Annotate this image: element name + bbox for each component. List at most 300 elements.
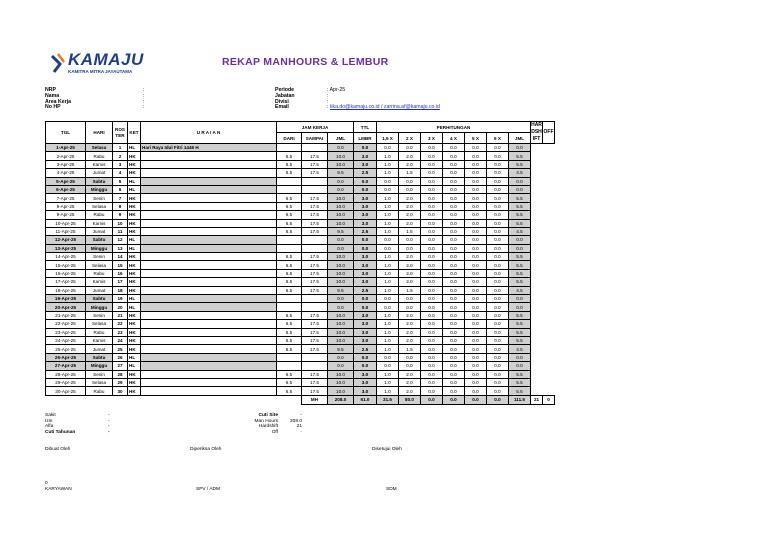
cell-mult: 0.0 — [465, 261, 487, 269]
page-title: REKAP MANHOURS & LEMBUR — [222, 56, 389, 68]
cell-lmbr: 0.0 — [354, 295, 377, 303]
cell-roster: 26 — [113, 353, 128, 361]
cell-roster: 29 — [113, 378, 128, 386]
col-hari: HARI — [86, 122, 113, 144]
cell-sampai — [302, 177, 328, 185]
cell-jml: 0.0 — [328, 244, 354, 252]
cell-uraian — [141, 303, 277, 311]
cell-sampai: 17.5 — [302, 328, 328, 336]
cell-mult: 0.0 — [465, 152, 487, 160]
cell-mult: 2.0 — [399, 320, 421, 328]
cell-sampai — [302, 144, 328, 152]
table-row — [46, 278, 555, 286]
cell-mult: 0.0 — [487, 370, 509, 378]
cell-mult: 0.0 — [421, 177, 443, 185]
hours-summary — [226, 413, 302, 435]
info-nama: Nama : — [45, 92, 145, 99]
cell-uraian — [141, 278, 277, 286]
cell-ket: HK — [128, 261, 141, 269]
cell-tgl: 21-Apr-25 — [46, 311, 86, 319]
cell-mult: 0.0 — [487, 378, 509, 386]
cell-dari: 6.5 — [277, 320, 302, 328]
cell-roster: 22 — [113, 320, 128, 328]
cell-mult: 0.0 — [443, 345, 465, 353]
cell-mult: 0.0 — [465, 227, 487, 235]
cell-mult: 5.5 — [509, 160, 531, 168]
cell-mult: 1.5 — [399, 286, 421, 294]
cell-hari: Rabu — [86, 328, 113, 336]
cell-mult: 0.0 — [465, 211, 487, 219]
cell-roster: 16 — [113, 269, 128, 277]
cell-dari — [277, 177, 302, 185]
cell-mult: 1.0 — [377, 269, 399, 277]
col-uraian: U R A I A N — [141, 122, 277, 144]
cell-mult: 1.0 — [377, 336, 399, 344]
cell-mult: 0.0 — [421, 152, 443, 160]
cell-tgl: 10-Apr-25 — [46, 219, 86, 227]
cell-mult: 2.0 — [399, 219, 421, 227]
cell-roster: 19 — [113, 295, 128, 303]
cell-hari: Senin — [86, 253, 113, 261]
cell-mult: 0.0 — [443, 227, 465, 235]
table-row — [46, 311, 555, 319]
table-row — [46, 211, 555, 219]
cell-dari: 6.5 — [277, 311, 302, 319]
summary-cuti-tahunan: Cuti Tahunan - — [45, 429, 110, 435]
off-column: OFF — [543, 122, 555, 144]
cell-mult: 0.0 — [487, 236, 509, 244]
cell-uraian — [141, 169, 277, 177]
cell-ket: HK — [128, 211, 141, 219]
cell-mult: 0.0 — [487, 160, 509, 168]
role-sdm: SDM — [386, 487, 397, 492]
cell-mult: 0.0 — [443, 378, 465, 386]
total-label: MH — [302, 395, 328, 404]
cell-hari: Minggu — [86, 185, 113, 193]
col-jml: JML — [328, 133, 354, 144]
cell-mult: 5.5 — [509, 387, 531, 395]
cell-jml: 10.0 — [328, 160, 354, 168]
cell-mult: 0.0 — [443, 211, 465, 219]
cell-uraian — [141, 185, 277, 193]
table-row — [46, 320, 555, 328]
cell-tgl: 5-Apr-25 — [46, 177, 86, 185]
cell-mult: 0.0 — [509, 295, 531, 303]
cell-tgl: 28-Apr-25 — [46, 370, 86, 378]
cell-jml: 10.0 — [328, 152, 354, 160]
col-tgl: TGL — [46, 122, 86, 144]
cell-mult: 0.0 — [487, 353, 509, 361]
cell-mult: 0.0 — [421, 219, 443, 227]
info-jabatan: Jabatan : — [275, 92, 329, 99]
cell-tgl: 2-Apr-25 — [46, 152, 86, 160]
cell-roster: 17 — [113, 278, 128, 286]
cell-sampai: 17.5 — [302, 152, 328, 160]
cell-hari: Jumat — [86, 286, 113, 294]
cell-sampai: 17.5 — [302, 269, 328, 277]
cell-mult: 0.0 — [487, 336, 509, 344]
cell-roster: 18 — [113, 286, 128, 294]
cell-roster: 28 — [113, 370, 128, 378]
cell-mult: 0.0 — [443, 269, 465, 277]
cell-tgl: 9-Apr-25 — [46, 211, 86, 219]
cell-ket: HK — [128, 227, 141, 235]
cell-hari: Minggu — [86, 303, 113, 311]
cell-mult: 0.0 — [443, 244, 465, 252]
cell-lmbr: 3.0 — [354, 202, 377, 210]
cell-roster: 7 — [113, 194, 128, 202]
summary-izin: Izin - — [45, 418, 110, 424]
cell-mult: 0.0 — [399, 295, 421, 303]
cell-lmbr: 0.0 — [354, 353, 377, 361]
cell-mult: 0.0 — [421, 336, 443, 344]
manhours-table — [45, 121, 555, 405]
cell-mult: 5.5 — [509, 336, 531, 344]
cell-hari: Senin — [86, 370, 113, 378]
cell-ket: HL — [128, 303, 141, 311]
cell-jml: 10.0 — [328, 211, 354, 219]
cell-mult: 0.0 — [487, 269, 509, 277]
cell-mult: 0.0 — [465, 278, 487, 286]
cell-sampai — [302, 353, 328, 361]
cell-mult: 1.0 — [377, 378, 399, 386]
cell-mult: 5.5 — [509, 152, 531, 160]
cell-roster: 24 — [113, 336, 128, 344]
cell-mult: 0.0 — [443, 311, 465, 319]
table-row — [46, 387, 555, 395]
cell-mult: 0.0 — [487, 211, 509, 219]
cell-dari — [277, 144, 302, 152]
cell-sampai: 17.5 — [302, 278, 328, 286]
cell-mult: 0.0 — [377, 236, 399, 244]
cell-tgl: 29-Apr-25 — [46, 378, 86, 386]
cell-tgl: 4-Apr-25 — [46, 169, 86, 177]
cell-hari: Kamis — [86, 219, 113, 227]
cell-hari: Jumat — [86, 169, 113, 177]
cell-roster: 2 — [113, 152, 128, 160]
cell-dari: 6.5 — [277, 378, 302, 386]
summary-off: Off - — [271, 429, 302, 435]
table-row — [46, 370, 555, 378]
absence-summary — [45, 413, 110, 435]
cell-mult: 2.0 — [399, 160, 421, 168]
cell-jml: 10.0 — [328, 253, 354, 261]
cell-uraian — [141, 227, 277, 235]
cell-mult: 0.0 — [487, 202, 509, 210]
total-mult: 0.0 — [487, 395, 509, 404]
cell-uraian — [141, 194, 277, 202]
cell-tgl: 16-Apr-25 — [46, 269, 86, 277]
cell-ket: HK — [128, 152, 141, 160]
cell-hari: Selasa — [86, 144, 113, 152]
cell-mult: 1.0 — [377, 328, 399, 336]
cell-mult: 0.0 — [421, 227, 443, 235]
cell-mult: 0.0 — [399, 144, 421, 152]
cell-mult: 0.0 — [465, 345, 487, 353]
cell-mult: 0.0 — [465, 320, 487, 328]
cell-uraian — [141, 370, 277, 378]
col-jam-kerja: JAM KERJA — [277, 122, 354, 133]
cell-sampai: 17.5 — [302, 320, 328, 328]
cell-dari: 6.5 — [277, 152, 302, 160]
col-mult-2: 2 X — [399, 133, 421, 144]
cell-dari — [277, 236, 302, 244]
cell-mult: 0.0 — [509, 303, 531, 311]
cell-mult: 0.0 — [421, 144, 443, 152]
cell-mult: 2.0 — [399, 261, 421, 269]
cell-mult: 0.0 — [377, 353, 399, 361]
cell-lmbr: 0.0 — [354, 185, 377, 193]
totals-spacer — [46, 395, 302, 404]
col-ket: KET — [128, 122, 141, 144]
cell-sampai: 17.5 — [302, 169, 328, 177]
cell-mult: 0.0 — [421, 202, 443, 210]
cell-tgl: 13-Apr-25 — [46, 244, 86, 252]
cell-ket: HK — [128, 320, 141, 328]
cell-ket: HL — [128, 244, 141, 252]
cell-uraian — [141, 219, 277, 227]
cell-mult: 0.0 — [443, 320, 465, 328]
cell-mult: 0.0 — [487, 152, 509, 160]
cell-mult: 5.5 — [509, 211, 531, 219]
cell-mult: 0.0 — [465, 295, 487, 303]
cell-roster: 11 — [113, 227, 128, 235]
table-row — [46, 152, 555, 160]
role-spv-adm: SPV / ADM — [196, 487, 220, 492]
cell-dari: 6.5 — [277, 202, 302, 210]
cell-dari: 6.5 — [277, 269, 302, 277]
cell-mult: 0.0 — [465, 177, 487, 185]
cell-lmbr: 2.5 — [354, 286, 377, 294]
cell-mult: 1.0 — [377, 219, 399, 227]
cell-sampai: 17.5 — [302, 261, 328, 269]
cell-dari: 6.5 — [277, 160, 302, 168]
cell-lmbr: 3.0 — [354, 261, 377, 269]
cell-jml: 10.0 — [328, 261, 354, 269]
cell-mult: 1.0 — [377, 152, 399, 160]
cell-roster: 27 — [113, 362, 128, 370]
cell-jml: 0.0 — [328, 362, 354, 370]
logo-text: KAMAJU — [68, 50, 144, 69]
cell-mult: 1.0 — [377, 387, 399, 395]
cell-mult: 5.5 — [509, 194, 531, 202]
cell-jml: 10.0 — [328, 328, 354, 336]
cell-hari: Kamis — [86, 160, 113, 168]
cell-sampai: 17.5 — [302, 387, 328, 395]
cell-mult: 0.0 — [421, 185, 443, 193]
cell-mult: 1.0 — [377, 370, 399, 378]
cell-mult: 0.0 — [443, 278, 465, 286]
table-row — [46, 144, 555, 152]
cell-mult: 0.0 — [443, 303, 465, 311]
table-row — [46, 295, 555, 303]
cell-hari: Senin — [86, 194, 113, 202]
table-row — [46, 261, 555, 269]
prepared-by-label: Dibuat Oleh — [45, 447, 71, 452]
table-row — [46, 160, 555, 168]
cell-mult: 0.0 — [487, 169, 509, 177]
cell-ket: HK — [128, 345, 141, 353]
cell-uraian — [141, 387, 277, 395]
total-off: 0 — [543, 395, 555, 404]
cell-mult: 0.0 — [377, 177, 399, 185]
summary-man-hours: Man Hours 208.0 — [254, 418, 302, 424]
table-row — [46, 177, 555, 185]
cell-mult: 0.0 — [399, 177, 421, 185]
cell-tgl: 20-Apr-25 — [46, 303, 86, 311]
cell-mult: 5.5 — [509, 261, 531, 269]
cell-ket: HK — [128, 370, 141, 378]
cell-ket: HL — [128, 295, 141, 303]
cell-roster: 20 — [113, 303, 128, 311]
cell-mult: 0.0 — [465, 311, 487, 319]
cell-ket: HK — [128, 169, 141, 177]
cell-lmbr: 2.5 — [354, 345, 377, 353]
cell-sampai: 17.5 — [302, 227, 328, 235]
cell-lmbr: 0.0 — [354, 303, 377, 311]
email-link[interactable]: tika.do@kamaju.co.id / zarrina.af@kamaju.co.id — [329, 104, 440, 111]
cell-sampai: 17.5 — [302, 194, 328, 202]
cell-mult: 2.0 — [399, 336, 421, 344]
cell-sampai: 17.5 — [302, 286, 328, 294]
cell-dari — [277, 303, 302, 311]
table-row — [46, 244, 555, 252]
cell-mult: 4.5 — [509, 345, 531, 353]
cell-mult: 0.0 — [509, 236, 531, 244]
cell-mult: 2.0 — [399, 387, 421, 395]
cell-mult: 0.0 — [487, 328, 509, 336]
cell-mult: 0.0 — [487, 177, 509, 185]
cell-ket: HK — [128, 387, 141, 395]
cell-mult: 0.0 — [465, 286, 487, 294]
cell-uraian — [141, 152, 277, 160]
cell-dari: 6.5 — [277, 328, 302, 336]
total-jml: 208.0 — [328, 395, 354, 404]
table-row — [46, 269, 555, 277]
cell-mult: 0.0 — [443, 336, 465, 344]
cell-hari: Minggu — [86, 362, 113, 370]
cell-ket: HK — [128, 328, 141, 336]
cell-jml: 10.0 — [328, 219, 354, 227]
cell-mult: 0.0 — [443, 286, 465, 294]
cell-mult: 0.0 — [399, 236, 421, 244]
cell-mult: 0.0 — [487, 185, 509, 193]
cell-jml: 9.5 — [328, 227, 354, 235]
col-mult-jml: JML — [509, 133, 531, 144]
cell-hari: Sabtu — [86, 177, 113, 185]
cell-roster: 12 — [113, 236, 128, 244]
cell-roster: 5 — [113, 177, 128, 185]
cell-mult: 0.0 — [421, 378, 443, 386]
cell-mult: 0.0 — [421, 362, 443, 370]
cell-tgl: 22-Apr-25 — [46, 320, 86, 328]
cell-mult: 0.0 — [421, 320, 443, 328]
cell-dari — [277, 295, 302, 303]
cell-uraian — [141, 244, 277, 252]
cell-sampai: 17.5 — [302, 378, 328, 386]
cell-mult: 0.0 — [509, 244, 531, 252]
cell-mult: 0.0 — [421, 286, 443, 294]
cell-sampai — [302, 303, 328, 311]
col-mult-1-5: 1,5 X — [377, 133, 399, 144]
table-row — [46, 362, 555, 370]
table-row — [46, 286, 555, 294]
cell-mult: 0.0 — [487, 320, 509, 328]
cell-mult: 0.0 — [421, 236, 443, 244]
cell-uraian — [141, 253, 277, 261]
cell-uraian — [141, 202, 277, 210]
summary-alfa: Alfa - — [45, 424, 110, 430]
cell-uraian — [141, 362, 277, 370]
cell-mult: 0.0 — [487, 295, 509, 303]
table-row — [46, 194, 555, 202]
cell-mult: 0.0 — [443, 177, 465, 185]
cell-hari: Rabu — [86, 152, 113, 160]
cell-mult: 0.0 — [465, 236, 487, 244]
cell-mult: 0.0 — [421, 328, 443, 336]
cell-mult: 0.0 — [487, 244, 509, 252]
summary-cuti-site: Cuti Site - — [258, 413, 302, 418]
cell-mult: 1.0 — [377, 320, 399, 328]
cell-mult: 0.0 — [465, 328, 487, 336]
cell-roster: 6 — [113, 185, 128, 193]
cell-mult: 0.0 — [465, 378, 487, 386]
cell-roster: 1 — [113, 144, 128, 152]
cell-hari: Selasa — [86, 378, 113, 386]
cell-tgl: 15-Apr-25 — [46, 261, 86, 269]
cell-sampai: 17.5 — [302, 160, 328, 168]
cell-dari: 6.5 — [277, 286, 302, 294]
cell-mult: 0.0 — [465, 219, 487, 227]
cell-roster: 23 — [113, 328, 128, 336]
cell-mult: 0.0 — [487, 387, 509, 395]
cell-roster: 21 — [113, 311, 128, 319]
cell-roster: 4 — [113, 169, 128, 177]
cell-lmbr: 3.0 — [354, 387, 377, 395]
cell-mult: 0.0 — [443, 253, 465, 261]
cell-mult: 0.0 — [377, 362, 399, 370]
cell-lmbr: 0.0 — [354, 362, 377, 370]
cell-mult: 0.0 — [509, 185, 531, 193]
cell-mult: 0.0 — [421, 253, 443, 261]
cell-roster: 9 — [113, 211, 128, 219]
cell-jml: 10.0 — [328, 278, 354, 286]
cell-ket: HL — [128, 144, 141, 152]
cell-mult: 0.0 — [443, 353, 465, 361]
cell-lmbr: 0.0 — [354, 236, 377, 244]
cell-mult: 5.5 — [509, 253, 531, 261]
total-mult: 0.0 — [443, 395, 465, 404]
cell-mult: 5.5 — [509, 328, 531, 336]
cell-mult: 0.0 — [465, 160, 487, 168]
cell-lmbr: 3.0 — [354, 219, 377, 227]
cell-mult: 1.0 — [377, 160, 399, 168]
cell-uraian — [141, 353, 277, 361]
cell-mult: 0.0 — [509, 144, 531, 152]
col-mult-3: 3 X — [421, 133, 443, 144]
cell-mult: 0.0 — [487, 227, 509, 235]
cell-mult: 0.0 — [443, 295, 465, 303]
cell-mult: 1.5 — [399, 169, 421, 177]
col-mult-6: 6 X — [487, 133, 509, 144]
cell-sampai: 17.5 — [302, 253, 328, 261]
cell-dari: 6.5 — [277, 194, 302, 202]
cell-roster: 10 — [113, 219, 128, 227]
total-mult: 80.0 — [399, 395, 421, 404]
cell-dari: 6.5 — [277, 219, 302, 227]
cell-mult: 1.0 — [377, 261, 399, 269]
cell-lmbr: 3.0 — [354, 311, 377, 319]
